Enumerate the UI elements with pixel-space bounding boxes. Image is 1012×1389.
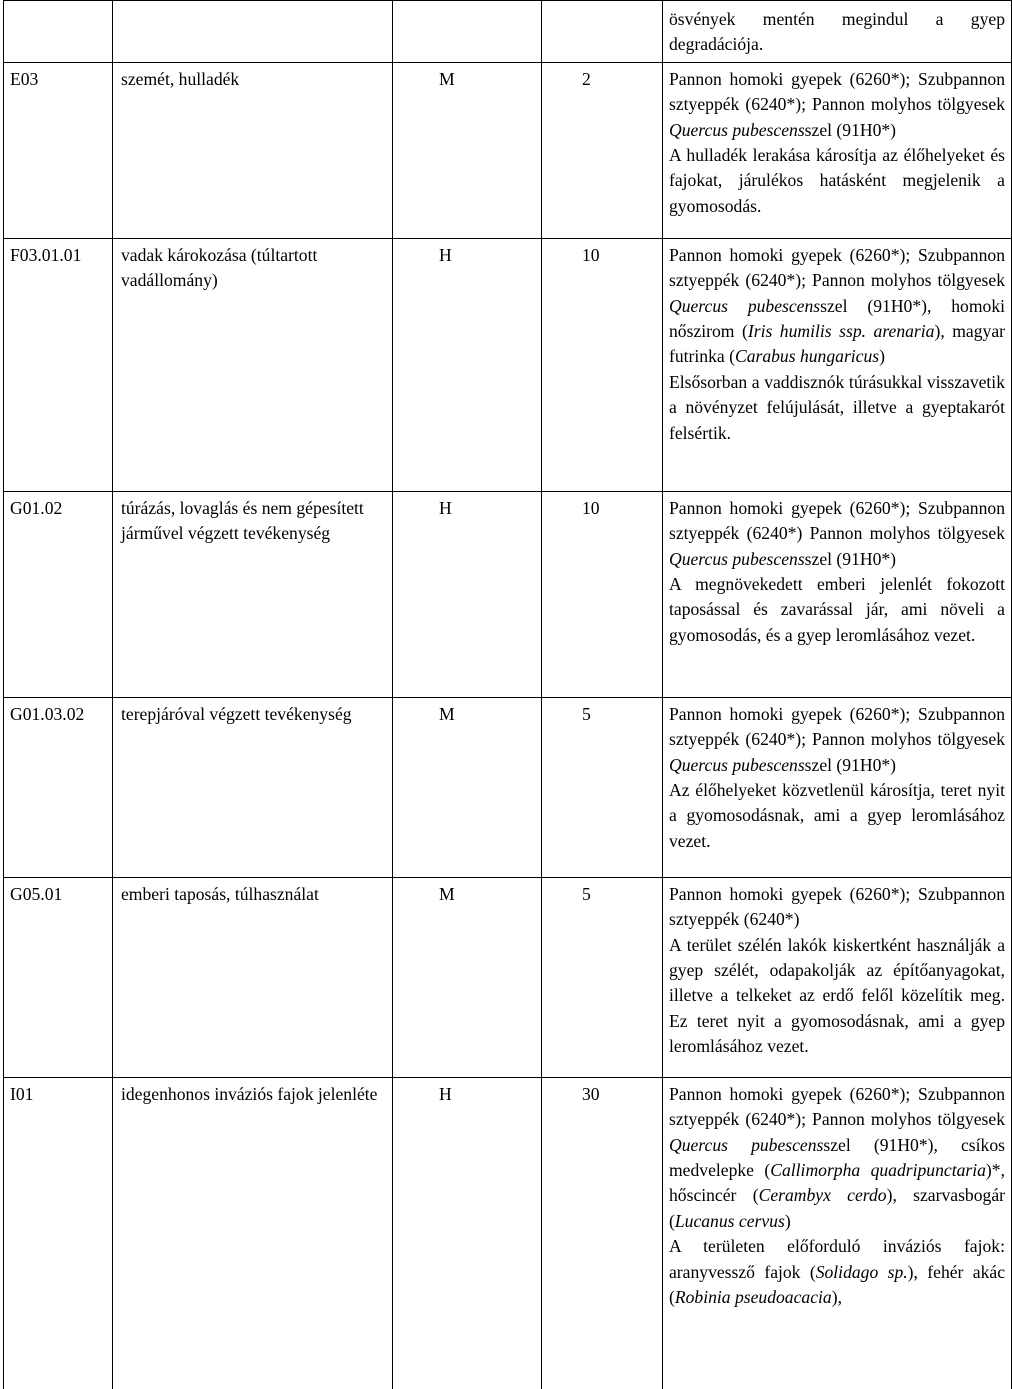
affected-habitats-text: Pannon homoki gyepek (6260*); Szubpannon sztyeppék (6240*) [669, 882, 1005, 933]
threat-rank-cell: M [393, 62, 542, 238]
affected-habitats-cell [663, 62, 1012, 238]
threat-code-cell: I01 [4, 1077, 113, 1389]
impact-description-text: A terület szélén lakók kiskertként használják a gyep szélét, odapakolják az építőanyagokat, illetve a telkeket az erdő felől közelítik meg. Ez teret nyit a gyomosodásnak, ami a gyep leromlásához vezet. [669, 933, 1005, 1060]
threat-name-cell: terepjáróval végzett tevékenység [113, 697, 393, 877]
threat-code-cell: G01.02 [4, 491, 113, 697]
affected-habitats-cell [663, 697, 1012, 877]
affected-habitats-text: Pannon homoki gyepek (6260*); Szubpannon sztyeppék (6240*); Pannon molyhos tölgyesek Quercus pubescensszel (91H0*), csíkos medvelepke (Callimorpha quadripunctaria)*, hőscincér (Cerambyx cerdo), szarvasbogár (Lucanus cervus) [669, 1082, 1005, 1234]
threat-score-cell: 5 [542, 877, 663, 1077]
affected-habitats-text: Pannon homoki gyepek (6260*); Szubpannon sztyeppék (6240*); Pannon molyhos tölgyesek Quercus pubescensszel (91H0*) [669, 67, 1005, 143]
table-row [4, 697, 1012, 877]
threat-code-cell: E03 [4, 62, 113, 238]
impact-description-text: A területen előforduló inváziós fajok: aranyvessző fajok (Solidago sp.), fehér akác (Robinia pseudoacacia), [669, 1234, 1005, 1310]
affected-habitats-text: Pannon homoki gyepek (6260*); Szubpannon sztyeppék (6240*); Pannon molyhos tölgyesek Quercus pubescensszel (91H0*) [669, 702, 1005, 778]
threat-rank-cell: H [393, 1077, 542, 1389]
threat-name-cell: emberi taposás, túlhasználat [113, 877, 393, 1077]
threat-name-cell [113, 1, 393, 63]
impact-description-text: A hulladék lerakása károsítja az élőhelyeket és fajokat, járulékos hatásként megjelenik a gyomosodás. [669, 143, 1005, 219]
impact-description-text: ösvények mentén megindul a gyep degradációja. [669, 7, 1005, 58]
threat-score-cell: 2 [542, 62, 663, 238]
threats-table [3, 0, 1012, 1389]
affected-habitats-text: Pannon homoki gyepek (6260*); Szubpannon sztyeppék (6240*) Pannon molyhos tölgyesek Quercus pubescensszel (91H0*) [669, 496, 1005, 572]
threat-code-cell [4, 1, 113, 63]
threat-name-cell: vadak károkozása (túltartott vadállomány) [113, 238, 393, 491]
threat-score-cell [542, 1, 663, 63]
threat-score-cell: 10 [542, 491, 663, 697]
impact-description-text: A megnövekedett emberi jelenlét fokozott taposással és zavarással jár, ami növeli a gyomosodás, és a gyep leromlásához vezet. [669, 572, 1005, 648]
threat-code-cell: G05.01 [4, 877, 113, 1077]
threat-rank-cell: H [393, 238, 542, 491]
threat-name-cell: szemét, hulladék [113, 62, 393, 238]
table-row [4, 1077, 1012, 1389]
threats-table-body [4, 1, 1012, 1389]
table-row [4, 877, 1012, 1077]
threat-code-cell: G01.03.02 [4, 697, 113, 877]
threat-code-cell: F03.01.01 [4, 238, 113, 491]
threat-name-cell: túrázás, lovaglás és nem gépesített járművel végzett tevékenység [113, 491, 393, 697]
affected-habitats-cell [663, 238, 1012, 491]
impact-description-text: Elsősorban a vaddisznók túrásukkal visszavetik a növényzet felújulását, illetve a gyeptakarót felsértik. [669, 370, 1005, 446]
threat-rank-cell: M [393, 877, 542, 1077]
affected-habitats-cell [663, 1, 1012, 63]
table-row [4, 1, 1012, 63]
affected-habitats-cell [663, 491, 1012, 697]
affected-habitats-cell [663, 877, 1012, 1077]
threat-score-cell: 30 [542, 1077, 663, 1389]
table-row [4, 491, 1012, 697]
affected-habitats-cell [663, 1077, 1012, 1389]
affected-habitats-text: Pannon homoki gyepek (6260*); Szubpannon sztyeppék (6240*); Pannon molyhos tölgyesek Quercus pubescensszel (91H0*), homoki nőszirom (Iris humilis ssp. arenaria), magyar futrinka (Carabus hungaricus) [669, 243, 1005, 370]
threat-score-cell: 10 [542, 238, 663, 491]
threat-rank-cell: M [393, 697, 542, 877]
threat-score-cell: 5 [542, 697, 663, 877]
threat-rank-cell: H [393, 491, 542, 697]
threat-name-cell: idegenhonos inváziós fajok jelenléte [113, 1077, 393, 1389]
threat-rank-cell [393, 1, 542, 63]
table-row [4, 62, 1012, 238]
table-row [4, 238, 1012, 491]
impact-description-text: Az élőhelyeket közvetlenül károsítja, teret nyit a gyomosodásnak, ami a gyep leromlásához vezet. [669, 778, 1005, 854]
